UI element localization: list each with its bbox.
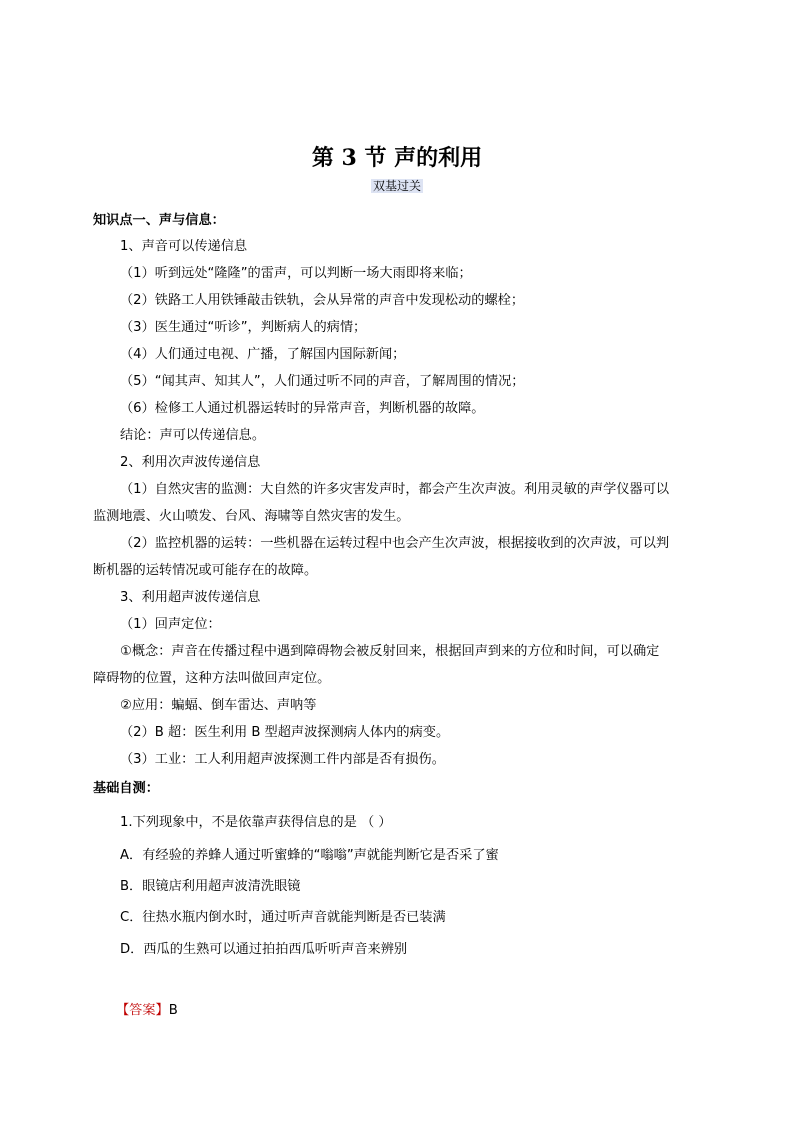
option-a: A．有经验的养蜂人通过听蜜蜂的“嗡嗡”声就能判断它是否采了蜜 [120,848,499,863]
paragraph-text: （2）监控机器的运转：一些机器在运转过程中也会产生次声波，根据接收到的次声波，可以判 [120,536,670,551]
paragraph-text: 监测地震、火山喷发、台风、海啸等自然灾害的发生。 [93,509,410,524]
list-item: （1）听到远处“隆隆”的雷声，可以判断一场大雨即将来临； [120,266,472,281]
paragraph-text: （1）自然灾害的监测：大自然的许多灾害发声时，都会产生次声波。利用灵敏的声学仪器可以 [120,482,670,497]
paragraph-text: （1）回声定位： [120,617,221,632]
paragraph-heading-2: 2、利用次声波传递信息 [120,455,261,470]
list-item: （6）检修工人通过机器运转时的异常声音，判断机器的故障。 [120,401,485,416]
list-item: （4）人们通过电视、广播，了解国内国际新闻； [120,347,406,362]
paragraph-text: 断机器的运转情况或可能存在的故障。 [93,563,318,578]
answer-value: B [168,1003,178,1018]
subtitle-highlight: 双基过关 [372,179,421,193]
section-heading-self-test: 基础自测： [93,781,159,796]
section-heading-knowledge: 知识点一、声与信息： [93,213,225,228]
option-d: D．西瓜的生熟可以通过拍拍西瓜听听声音来辨别 [120,942,408,957]
list-item: （3）医生通过“听诊”，判断病人的病情； [120,320,367,335]
page-subtitle [0,178,794,194]
paragraph-text: ②应用：蝙蝠、倒车雷达、声呐等 [120,698,317,713]
list-item: （2）铁路工人用铁锤敲击铁轨，会从异常的声音中发现松动的螺栓； [120,293,525,308]
paragraph-text: （3）工业：工人利用超声波探测工件内部是否有损伤。 [120,752,445,767]
paragraph-text: ①概念：声音在传播过程中遇到障碍物会被反射回来，根据回声到来的方位和时间，可以确定 [120,644,660,659]
question-text: 1.下列现象中，不是依靠声获得信息的是 （ ） [120,815,392,830]
paragraph-text: （2）B 超：医生利用 B 型超声波探测病人体内的病变。 [120,725,450,740]
option-b: B．眼镜店利用超声波清洗眼镜 [120,879,301,894]
conclusion-text: 结论：声可以传递信息。 [120,428,266,443]
paragraph-text: 障碍物的位置，这种方法叫做回声定位。 [93,671,331,686]
list-item: （5）“闻其声、知其人”，人们通过听不同的声音，了解周围的情况； [120,374,525,389]
answer-line [116,1001,178,1021]
page-title: 第 3 节 声的利用 [311,145,483,171]
answer-label: 【答案】 [116,1003,169,1018]
paragraph-heading-3: 3、利用超声波传递信息 [120,590,261,605]
paragraph-heading-1: 1、声音可以传递信息 [120,239,248,254]
option-c: C．往热水瓶内倒水时，通过听声音就能判断是否已装满 [120,910,446,925]
